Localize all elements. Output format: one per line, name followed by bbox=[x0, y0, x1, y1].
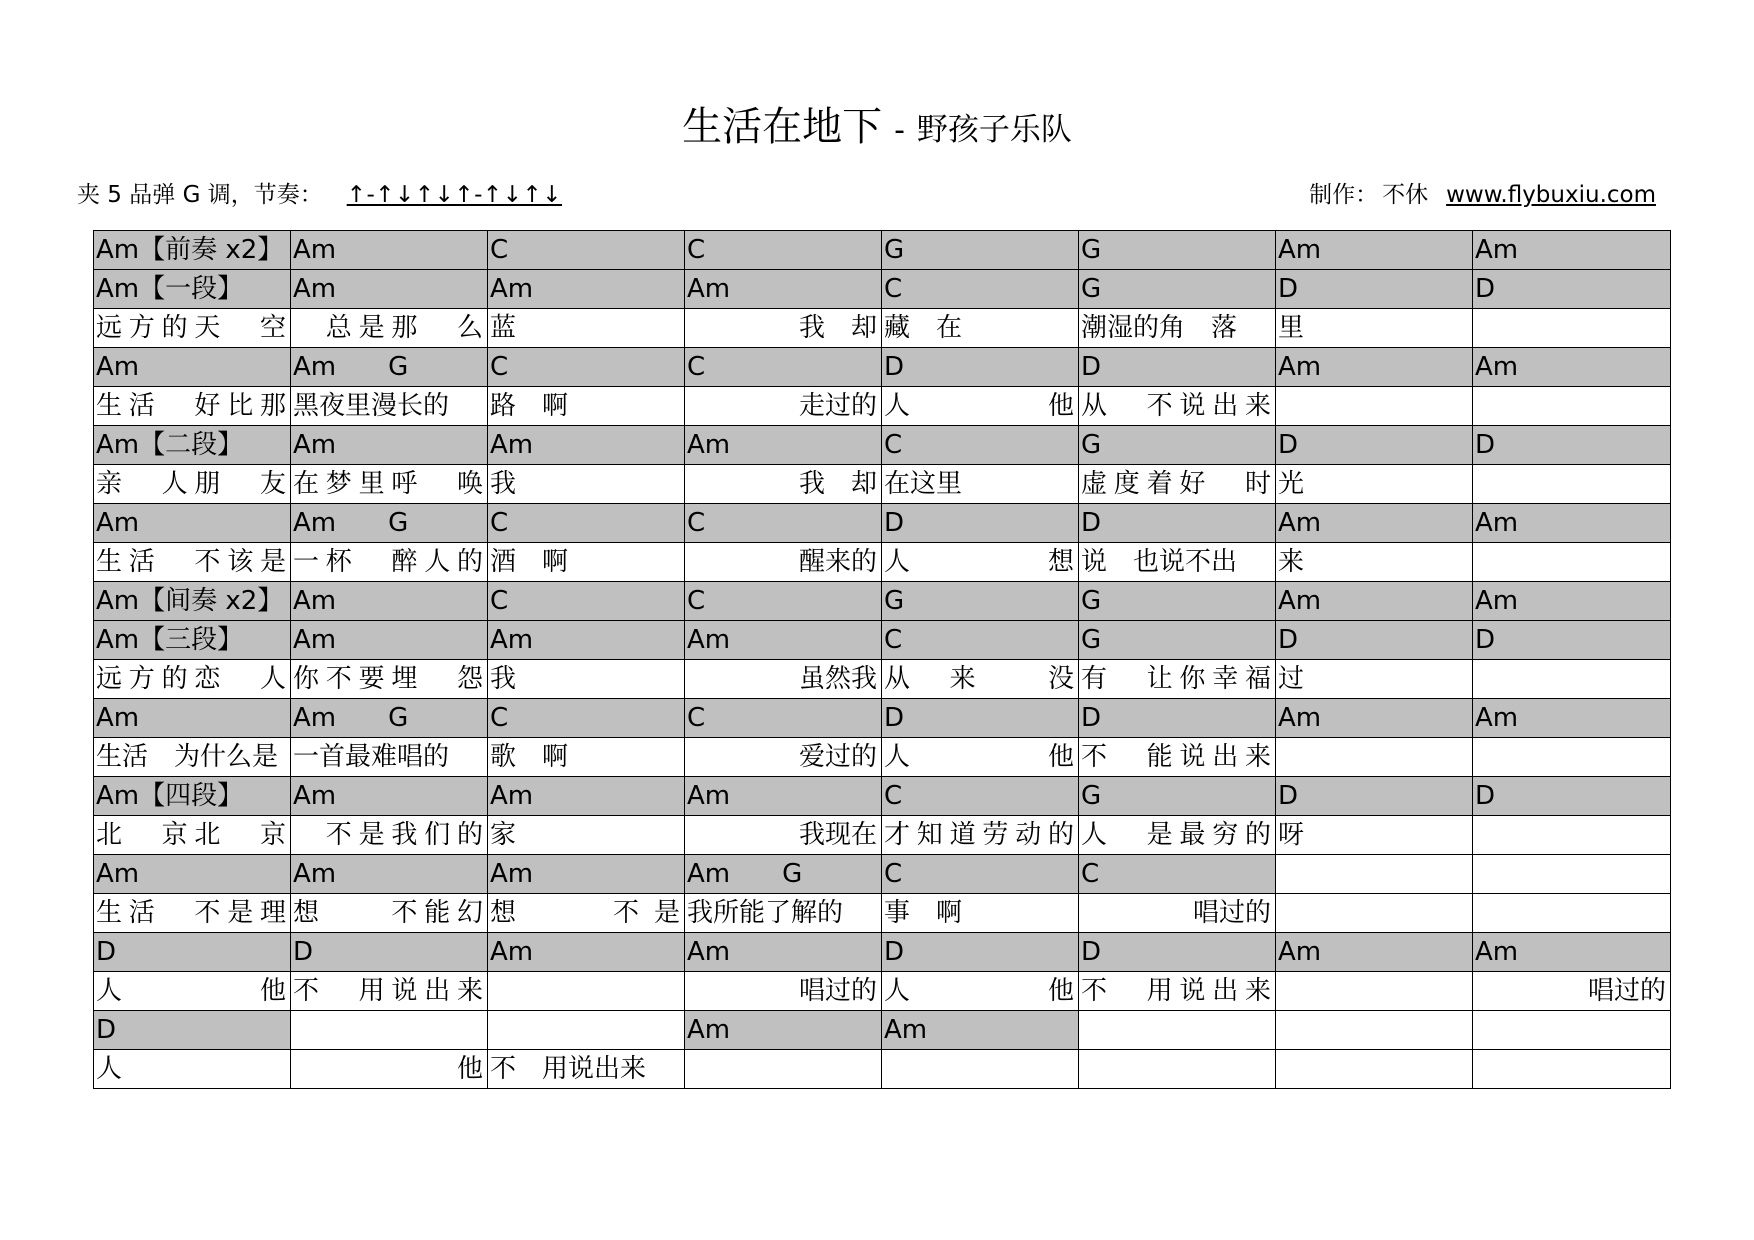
chord-cell: D bbox=[1079, 699, 1276, 738]
rhythm-pattern: ↑-↑↓↑↓↑-↑↓↑↓ bbox=[346, 182, 563, 208]
chord-cell: D bbox=[1079, 348, 1276, 387]
lyric-cell: 生活 不是理 bbox=[94, 894, 291, 933]
lyric-cell: 潮湿的角 落 bbox=[1079, 309, 1276, 348]
lyric-cell bbox=[1473, 387, 1671, 426]
chord-cell: Am【一段】 bbox=[94, 270, 291, 309]
lyric-cell: 从 不说出来 bbox=[1079, 387, 1276, 426]
chord-cell: C bbox=[488, 504, 685, 543]
chord-cell: G bbox=[1079, 621, 1276, 660]
lyric-cell: 唱过的 bbox=[685, 972, 882, 1011]
lyric-cell bbox=[1276, 894, 1473, 933]
lyric-row bbox=[94, 465, 1671, 504]
chord-cell: Am bbox=[488, 270, 685, 309]
chord-cell: Am bbox=[1276, 231, 1473, 270]
lyric-cell bbox=[1473, 738, 1671, 777]
lyric-cell bbox=[1473, 543, 1671, 582]
lyric-row bbox=[94, 972, 1671, 1011]
chord-cell: C bbox=[1079, 855, 1276, 894]
chord-cell: Am bbox=[94, 855, 291, 894]
lyric-cell: 亲 人朋 友 bbox=[94, 465, 291, 504]
chord-cell: Am bbox=[685, 270, 882, 309]
chord-cell: Am bbox=[685, 621, 882, 660]
chord-cell: D bbox=[882, 699, 1079, 738]
lyric-cell bbox=[1473, 894, 1671, 933]
chord-cell: C bbox=[882, 855, 1079, 894]
chord-cell: C bbox=[685, 504, 882, 543]
lyric-cell bbox=[1473, 660, 1671, 699]
chord-row bbox=[94, 582, 1671, 621]
chord-cell: Am bbox=[1473, 933, 1671, 972]
lyric-cell: 来 bbox=[1276, 543, 1473, 582]
chord-cell: G bbox=[1079, 426, 1276, 465]
lyric-cell: 我现在 bbox=[685, 816, 882, 855]
lyric-cell: 唱过的 bbox=[1473, 972, 1671, 1011]
lyric-cell: 不 用说出来 bbox=[1079, 972, 1276, 1011]
lyric-cell bbox=[1276, 738, 1473, 777]
lyric-cell: 生活 为什么是 bbox=[94, 738, 291, 777]
lyric-row bbox=[94, 816, 1671, 855]
lyric-cell: 我 却 bbox=[685, 465, 882, 504]
lyric-cell: 从 来 没 bbox=[882, 660, 1079, 699]
lyric-cell: 你不要埋 怨 bbox=[291, 660, 488, 699]
made-by-label: 制作： bbox=[1309, 182, 1379, 208]
chord-cell: Am G bbox=[291, 699, 488, 738]
chord-cell bbox=[1276, 1011, 1473, 1050]
lyric-cell: 人 他 bbox=[882, 972, 1079, 1011]
lyric-cell: 不 用说出来 bbox=[488, 1050, 685, 1089]
lyric-cell bbox=[1276, 972, 1473, 1011]
chord-row bbox=[94, 621, 1671, 660]
lyric-cell: 里 bbox=[1276, 309, 1473, 348]
chord-cell: Am【二段】 bbox=[94, 426, 291, 465]
lyric-cell: 过 bbox=[1276, 660, 1473, 699]
lyric-row bbox=[94, 543, 1671, 582]
chord-cell: Am G bbox=[291, 504, 488, 543]
lyric-cell: 我 bbox=[488, 660, 685, 699]
lyric-cell: 虽然我 bbox=[685, 660, 882, 699]
credit-line bbox=[1309, 176, 1656, 209]
song-title bbox=[0, 95, 1754, 152]
lyric-cell: 蓝 bbox=[488, 309, 685, 348]
chord-cell: C bbox=[882, 270, 1079, 309]
chord-sheet-table bbox=[93, 230, 1671, 1089]
chord-cell: Am bbox=[291, 777, 488, 816]
chord-cell bbox=[1079, 1011, 1276, 1050]
chord-cell: G bbox=[882, 231, 1079, 270]
chord-cell: D bbox=[94, 933, 291, 972]
lyric-cell: 不 用说出来 bbox=[291, 972, 488, 1011]
chord-cell: Am【间奏 x2】 bbox=[94, 582, 291, 621]
lyric-cell: 他 bbox=[291, 1050, 488, 1089]
chord-cell: Am bbox=[685, 426, 882, 465]
chord-cell: C bbox=[685, 699, 882, 738]
chord-cell: Am bbox=[1276, 933, 1473, 972]
lyric-cell bbox=[685, 1050, 882, 1089]
lyric-row bbox=[94, 309, 1671, 348]
lyric-row bbox=[94, 660, 1671, 699]
chord-row bbox=[94, 933, 1671, 972]
chord-cell: Am bbox=[1473, 348, 1671, 387]
chord-cell: Am bbox=[291, 426, 488, 465]
chord-cell: Am bbox=[488, 777, 685, 816]
chord-cell: Am bbox=[1276, 582, 1473, 621]
chord-cell bbox=[488, 1011, 685, 1050]
chord-cell: D bbox=[1473, 621, 1671, 660]
chord-cell: Am bbox=[488, 933, 685, 972]
chord-cell: C bbox=[488, 582, 685, 621]
lyric-row bbox=[94, 894, 1671, 933]
chord-sheet-body bbox=[94, 231, 1671, 1089]
lyric-cell bbox=[882, 1050, 1079, 1089]
lyric-row bbox=[94, 1050, 1671, 1089]
lyric-cell: 才知道劳动的 bbox=[882, 816, 1079, 855]
chord-cell: Am bbox=[488, 855, 685, 894]
chord-cell: G bbox=[1079, 231, 1276, 270]
chord-cell: Am bbox=[291, 231, 488, 270]
chord-cell: Am bbox=[94, 348, 291, 387]
lyric-cell: 事 啊 bbox=[882, 894, 1079, 933]
chord-cell: D bbox=[1079, 933, 1276, 972]
chord-cell: Am bbox=[1276, 348, 1473, 387]
chord-cell: G bbox=[1079, 582, 1276, 621]
lyric-cell bbox=[1473, 816, 1671, 855]
lyric-cell: 人 是最穷的 bbox=[1079, 816, 1276, 855]
chord-cell: Am bbox=[1276, 699, 1473, 738]
chord-cell: Am bbox=[94, 504, 291, 543]
lyric-row bbox=[94, 738, 1671, 777]
chord-cell: C bbox=[685, 231, 882, 270]
lyric-cell: 人 想 bbox=[882, 543, 1079, 582]
chord-cell: Am bbox=[94, 699, 291, 738]
chord-cell: G bbox=[1079, 777, 1276, 816]
chord-cell: D bbox=[1276, 426, 1473, 465]
title-separator: - bbox=[894, 113, 905, 148]
lyric-cell: 酒 啊 bbox=[488, 543, 685, 582]
chord-cell: Am bbox=[291, 855, 488, 894]
lyric-cell: 路 啊 bbox=[488, 387, 685, 426]
chord-cell: D bbox=[882, 348, 1079, 387]
chord-cell: Am bbox=[291, 621, 488, 660]
chord-cell: Am bbox=[685, 933, 882, 972]
lyric-cell: 光 bbox=[1276, 465, 1473, 504]
chord-row bbox=[94, 348, 1671, 387]
lyric-cell: 人 bbox=[94, 1050, 291, 1089]
chord-row bbox=[94, 777, 1671, 816]
chord-cell: Am bbox=[488, 426, 685, 465]
author-name: 不休 bbox=[1382, 182, 1429, 208]
chord-row bbox=[94, 855, 1671, 894]
lyric-cell bbox=[1276, 1050, 1473, 1089]
lyric-cell: 人 他 bbox=[94, 972, 291, 1011]
chord-cell: Am bbox=[291, 270, 488, 309]
chord-cell bbox=[1276, 855, 1473, 894]
lyric-cell: 不是我们的 bbox=[291, 816, 488, 855]
chord-cell: Am bbox=[1276, 504, 1473, 543]
lyric-cell: 家 bbox=[488, 816, 685, 855]
chord-cell bbox=[1473, 1011, 1671, 1050]
chord-cell: Am bbox=[1473, 582, 1671, 621]
chord-cell: C bbox=[488, 348, 685, 387]
title-song: 生活在地下 bbox=[682, 104, 883, 150]
chord-cell: D bbox=[1276, 777, 1473, 816]
chord-cell bbox=[291, 1011, 488, 1050]
chord-cell: Am bbox=[488, 621, 685, 660]
chord-cell bbox=[1473, 855, 1671, 894]
lyric-cell: 醒来的 bbox=[685, 543, 882, 582]
lyric-cell bbox=[1473, 309, 1671, 348]
website-link[interactable]: www.flybuxiu.com bbox=[1446, 182, 1656, 208]
lyric-cell: 虚度着好 时 bbox=[1079, 465, 1276, 504]
lyric-cell bbox=[1276, 387, 1473, 426]
lyric-cell: 生活 好比那 bbox=[94, 387, 291, 426]
chord-cell: D bbox=[1079, 504, 1276, 543]
lyric-cell: 一杯 醉人的 bbox=[291, 543, 488, 582]
chord-cell: D bbox=[882, 504, 1079, 543]
lyric-cell bbox=[1473, 465, 1671, 504]
chord-cell: Am【前奏 x2】 bbox=[94, 231, 291, 270]
chord-cell: G bbox=[882, 582, 1079, 621]
chord-row bbox=[94, 699, 1671, 738]
chord-row bbox=[94, 504, 1671, 543]
chord-cell: Am bbox=[291, 582, 488, 621]
lyric-row bbox=[94, 387, 1671, 426]
lyric-cell bbox=[1079, 1050, 1276, 1089]
chord-cell: Am bbox=[1473, 231, 1671, 270]
chord-row bbox=[94, 1011, 1671, 1050]
lyric-cell bbox=[488, 972, 685, 1011]
lyric-cell: 我所能了解的 bbox=[685, 894, 882, 933]
title-artist: 野孩子乐队 bbox=[916, 112, 1072, 148]
lyric-cell: 唱过的 bbox=[1079, 894, 1276, 933]
chord-cell: D bbox=[1473, 426, 1671, 465]
lyric-cell: 走过的 bbox=[685, 387, 882, 426]
lyric-cell: 想 不能幻 bbox=[291, 894, 488, 933]
chord-cell: D bbox=[94, 1011, 291, 1050]
chord-cell: C bbox=[882, 621, 1079, 660]
chord-cell: Am【四段】 bbox=[94, 777, 291, 816]
lyric-cell: 人 他 bbox=[882, 387, 1079, 426]
lyric-cell: 北 京北 京 bbox=[94, 816, 291, 855]
chord-cell: C bbox=[488, 231, 685, 270]
lyric-cell: 不 能说出来 bbox=[1079, 738, 1276, 777]
chord-cell: C bbox=[685, 348, 882, 387]
lyric-cell: 我 却 bbox=[685, 309, 882, 348]
lyric-cell: 总是那 么 bbox=[291, 309, 488, 348]
chord-cell: Am【三段】 bbox=[94, 621, 291, 660]
chord-cell: Am bbox=[685, 1011, 882, 1050]
lyric-cell: 人 他 bbox=[882, 738, 1079, 777]
lyric-cell: 呀 bbox=[1276, 816, 1473, 855]
chord-cell: Am bbox=[1473, 504, 1671, 543]
chord-cell: Am G bbox=[685, 855, 882, 894]
chord-cell: C bbox=[882, 777, 1079, 816]
lyric-cell: 有 让你幸福 bbox=[1079, 660, 1276, 699]
lyric-cell: 歌 啊 bbox=[488, 738, 685, 777]
lyric-cell: 远方的天 空 bbox=[94, 309, 291, 348]
chord-cell: D bbox=[291, 933, 488, 972]
lyric-cell: 想 不是 bbox=[488, 894, 685, 933]
lyric-cell: 远方的恋 人 bbox=[94, 660, 291, 699]
lyric-cell: 我 bbox=[488, 465, 685, 504]
chord-row bbox=[94, 231, 1671, 270]
lyric-cell: 在梦里呼 唤 bbox=[291, 465, 488, 504]
chord-cell: D bbox=[882, 933, 1079, 972]
chord-cell: G bbox=[1079, 270, 1276, 309]
lyric-cell: 一首最难唱的 bbox=[291, 738, 488, 777]
chord-cell: C bbox=[488, 699, 685, 738]
capo-info: 夹 5 品弹 G 调，节奏： bbox=[77, 182, 323, 208]
lyric-cell: 黑夜里漫长的 bbox=[291, 387, 488, 426]
lyric-cell bbox=[1473, 1050, 1671, 1089]
chord-cell: C bbox=[882, 426, 1079, 465]
capo-rhythm-line bbox=[77, 176, 562, 209]
chord-row bbox=[94, 270, 1671, 309]
chord-cell: C bbox=[685, 582, 882, 621]
lyric-cell: 爱过的 bbox=[685, 738, 882, 777]
chord-cell: Am bbox=[685, 777, 882, 816]
chord-cell: D bbox=[1473, 270, 1671, 309]
chord-cell: Am G bbox=[291, 348, 488, 387]
lyric-cell: 在这里 bbox=[882, 465, 1079, 504]
chord-cell: Am bbox=[1473, 699, 1671, 738]
lyric-cell: 说 也说不出 bbox=[1079, 543, 1276, 582]
lyric-cell: 藏 在 bbox=[882, 309, 1079, 348]
chord-row bbox=[94, 426, 1671, 465]
chord-cell: D bbox=[1276, 270, 1473, 309]
chord-cell: D bbox=[1276, 621, 1473, 660]
chord-cell: Am bbox=[882, 1011, 1079, 1050]
lyric-cell: 生活 不该是 bbox=[94, 543, 291, 582]
chord-cell: D bbox=[1473, 777, 1671, 816]
